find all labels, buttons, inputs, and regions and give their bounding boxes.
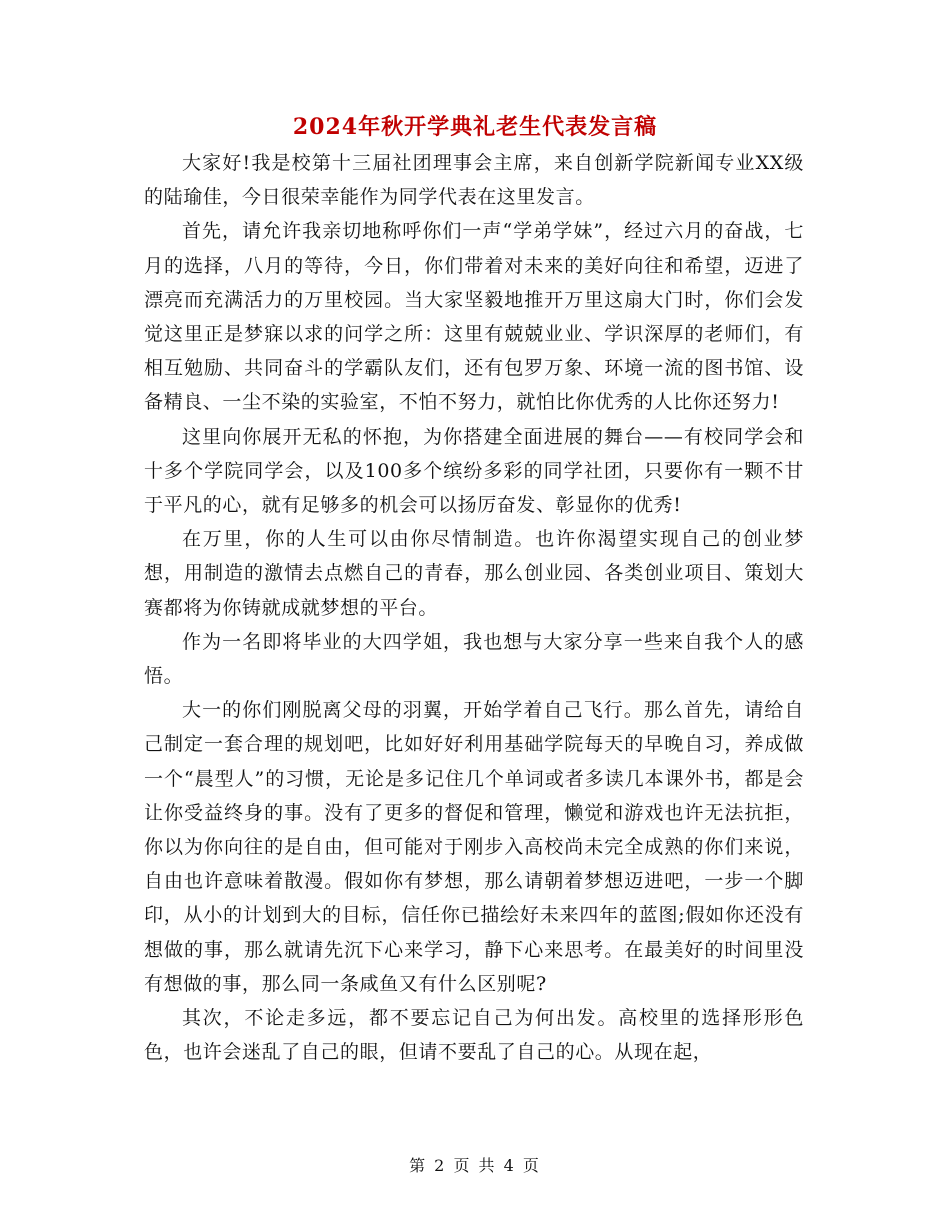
paragraph: 其次，不论走多远，都不要忘记自己为何出发。高校里的选择形形色色，也许会迷乱了自己的眼，但请不要乱了自己的心。从现在起，: [144, 1007, 804, 1064]
paragraph: 作为一名即将毕业的大四学姐，我也想与大家分享一些来自我个人的感悟。: [144, 630, 804, 688]
paragraph: 首先，请允许我亲切地称呼你们一声“学弟学妹”，经过六月的奋战，七月的选择，八月的等待，今日，你们带着对未来的美好向往和希望，迈进了漂亮而充满活力的万里校园。当大家坚毅地推开万里这扇大门时，你们会发觉这里正是梦寐以求的问学之所：这里有兢兢业业、学识深厚的老师们，有相互勉励、共同奋斗的学霸队友们，还有包罗万象、环境一流的图书馆、设备精良、一尘不染的实验室，不怕不努力，就怕比你优秀的人比你还努力!: [144, 220, 804, 414]
document-body: [144, 146, 804, 1069]
document-title: 2024年秋开学典礼老生代表发言稿: [292, 114, 658, 140]
paragraph: 在万里，你的人生可以由你尽情制造。也许你渴望实现自己的创业梦想，用制造的激情去点燃自己的青春，那么创业园、各类创业项目、策划大赛都将为你铸就成就梦想的平台。: [144, 528, 804, 619]
page-number-footer: 第 2 页 共 4 页: [409, 1156, 541, 1175]
paragraph: 这里向你展开无私的怀抱，为你搭建全面进展的舞台——有校同学会和十多个学院同学会，以及100多个缤纷多彩的同学社团，只要你有一颗不甘于平凡的心，就有足够多的机会可以扬厉奋发、彰显你的优秀!: [144, 425, 804, 517]
paragraph: 大家好!我是校第十三届社团理事会主席，来自创新学院新闻专业XX级的陆瑜佳，今日很荣幸能作为同学代表在这里发言。: [144, 152, 804, 209]
paragraph: 大一的你们刚脱离父母的羽翼，开始学着自己飞行。那么首先，请给自己制定一套合理的规划吧，比如好好利用基础学院每天的早晚自习，养成做一个“晨型人”的习惯，无论是多记住几个单词或者多读几本课外书，都是会让你受益终身的事。没有了更多的督促和管理，懒觉和游戏也许无法抗拒，你以为你向往的是自由，但可能对于刚步入高校尚未完全成熟的你们来说，自由也许意味着散漫。假如你有梦想，那么请朝着梦想迈进吧，一步一个脚印，从小的计划到大的目标，信任你已描绘好未来四年的蓝图;假如你还没有想做的事，那么就请先沉下心来学习，静下心来思考。在最美好的时间里没有想做的事，那么同一条咸鱼又有什么区别呢?: [144, 699, 804, 995]
